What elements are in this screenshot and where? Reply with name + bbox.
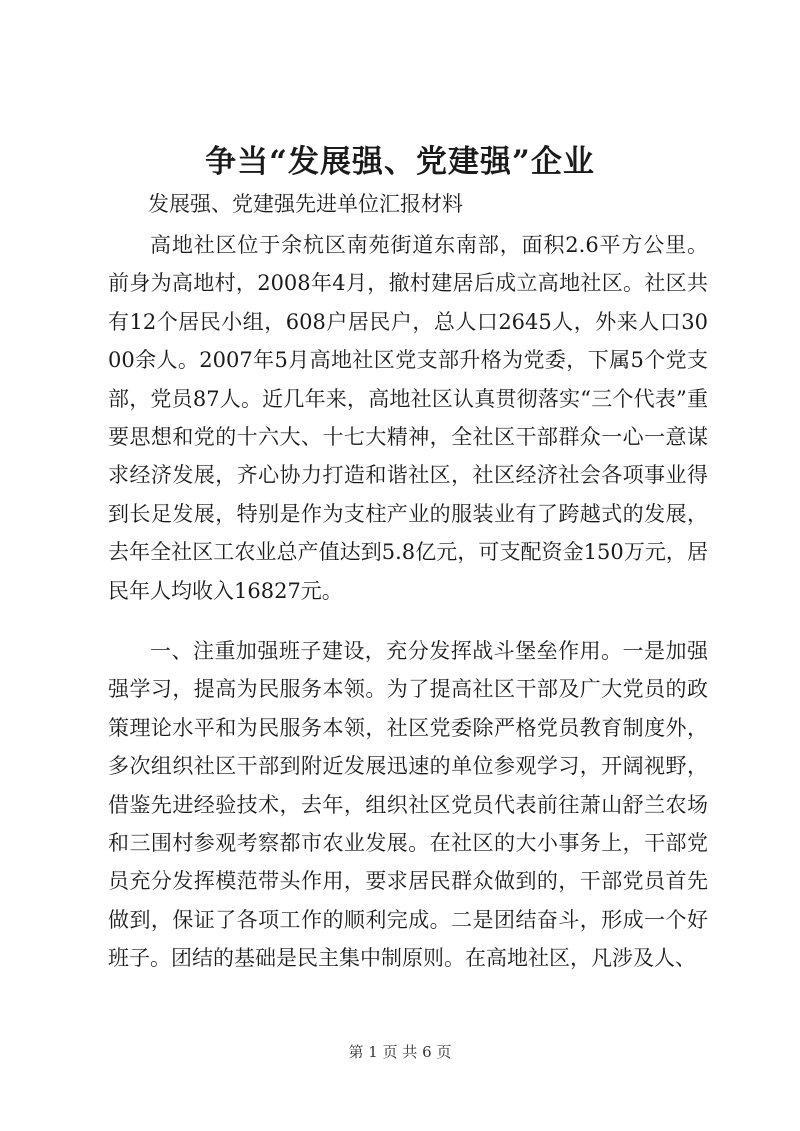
body-paragraph: 一、注重加强班子建设，充分发挥战斗堡垒作用。一是加强强学习，提高为民服务本领。为了提高社区干部及广大党员的政策理论水平和为民服务本领，社区党委除严格党员教育制度外，多次组织社区干部到附近发展迅速的单位参观学习，开阔视野，借鉴先进经验技术，去年，组织社区党员代表前往萧山舒兰农场和三围村参观考察都市农业发展。在社区的大小事务上，干部党员充分发挥模范带头作用，要求居民群众做到的，干部党员首先做到，保证了各项工作的顺利完成。二是团结奋斗，形成一个好班子。团结的基础是民主集中制原则。在高地社区，凡涉及人、 [108,639,708,971]
document-subtitle: 发展强、党建强先进单位汇报材料 [148,192,463,216]
page-footer: 第 1 页 共 6 页 [348,1043,452,1061]
body-paragraph: 高地社区位于余杭区南苑街道东南部，面积2.6平方公里。前身为高地村，2008年4月，撤村建居后成立高地社区。社区共有12个居民小组，608户居民户，总人口2645人，外来人口3000余人。2007年5月高地社区党支部升格为党委，下属5个党支部，党员87人。近几年来，高地社区认真贯彻落实“三个代表”重要思想和党的十六大、十七大精神，全社区干部群众一心一意谋求经济发展，齐心协力打造和谐社区，社区经济社会各项事业得到长足发展，特别是作为支柱产业的服装业有了跨越式的发展，去年全社区工农业总产值达到5.8亿元，可支配资金150万元，居民年人均收入16827元。 [108,233,708,603]
page-title: 争当“发展强、党建强”企业 [205,144,595,180]
